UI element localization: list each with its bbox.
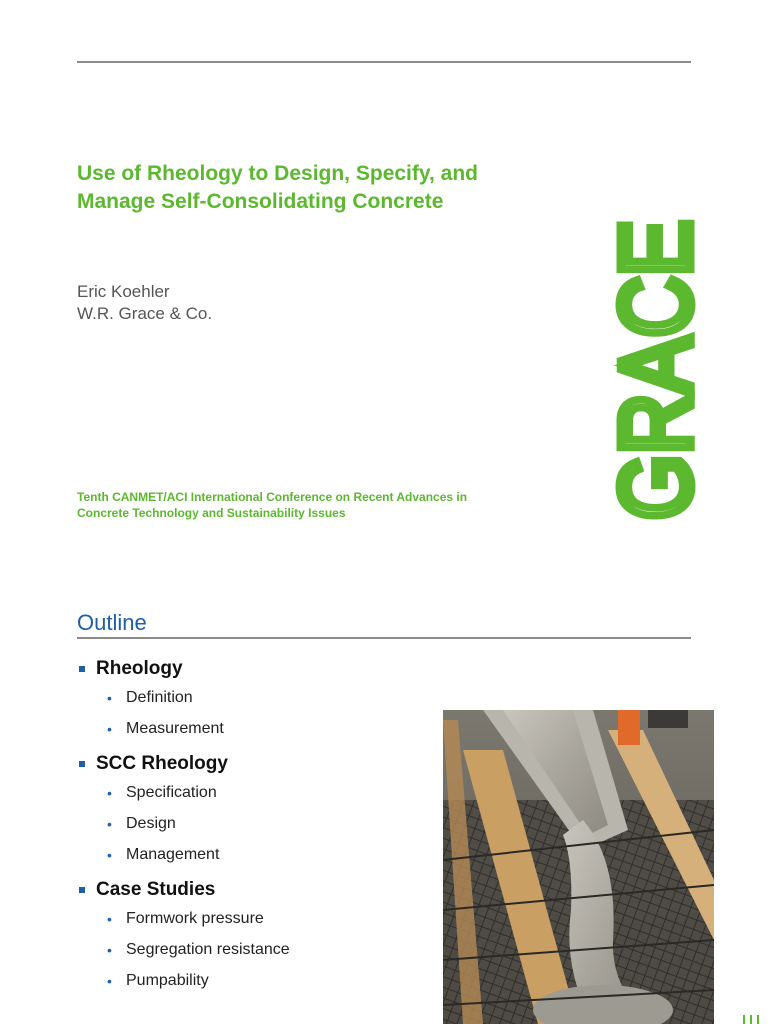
outline-subitem-label: Definition [126,689,193,706]
bullet-dot-icon: • [107,721,112,737]
outline-subitem [77,970,427,1001]
conference-line-1: Tenth CANMET/ACI International Conference on Recent Advances in [77,490,468,504]
bullet-dot-icon: • [107,911,112,927]
bullet-dot-icon: • [107,847,112,863]
presentation-title [77,160,597,216]
outline-subitem [77,908,427,939]
outline-list [77,656,427,1001]
grace-corner-mark-icon [742,1012,762,1024]
outline-subitem [77,718,427,749]
top-divider [77,61,691,63]
outline-subitem [77,939,427,970]
outline-subitem-label: Management [126,846,220,863]
outline-subitem-label: Specification [126,784,217,801]
bullet-square-icon [79,887,85,893]
conference-info [77,489,517,521]
outline-subitem [77,813,427,844]
outline-subitem-label: Measurement [126,720,224,737]
outline-item-rheology [77,656,427,687]
author-name: Eric Koehler [77,282,170,301]
outline-subitem [77,844,427,875]
grace-logo [600,164,712,520]
outline-divider [77,637,691,639]
outline-title: Outline [77,610,147,635]
conference-line-2: Concrete Technology and Sustainability Issues [77,506,346,520]
outline-slide [0,578,768,1024]
outline-item-label: Rheology [96,658,183,679]
bullet-square-icon [79,666,85,672]
outline-subitem [77,687,427,718]
bullet-square-icon [79,761,85,767]
bullet-dot-icon: • [107,973,112,989]
author-block [77,281,212,325]
outline-item-label: Case Studies [96,879,216,900]
title-line-1: Use of Rheology to Design, Specify, and [77,162,478,185]
outline-subitem-label: Design [126,815,176,832]
outline-subitem-label: Pumpability [126,972,209,989]
title-line-2: Manage Self-Consolidating Concrete [77,190,444,213]
outline-subitem [77,782,427,813]
outline-item-case-studies [77,877,427,908]
bullet-dot-icon: • [107,785,112,801]
bullet-dot-icon: • [107,816,112,832]
author-company: W.R. Grace & Co. [77,304,213,323]
outline-subitem-label: Formwork pressure [126,910,264,927]
bullet-dot-icon: • [107,942,112,958]
outline-subitem-label: Segregation resistance [126,941,290,958]
outline-item-scc-rheology [77,751,427,782]
outline-item-label: SCC Rheology [96,753,228,774]
concrete-pour-photo [443,710,714,1024]
bullet-dot-icon: • [107,690,112,706]
grace-logo-text: GRACE [600,164,712,520]
